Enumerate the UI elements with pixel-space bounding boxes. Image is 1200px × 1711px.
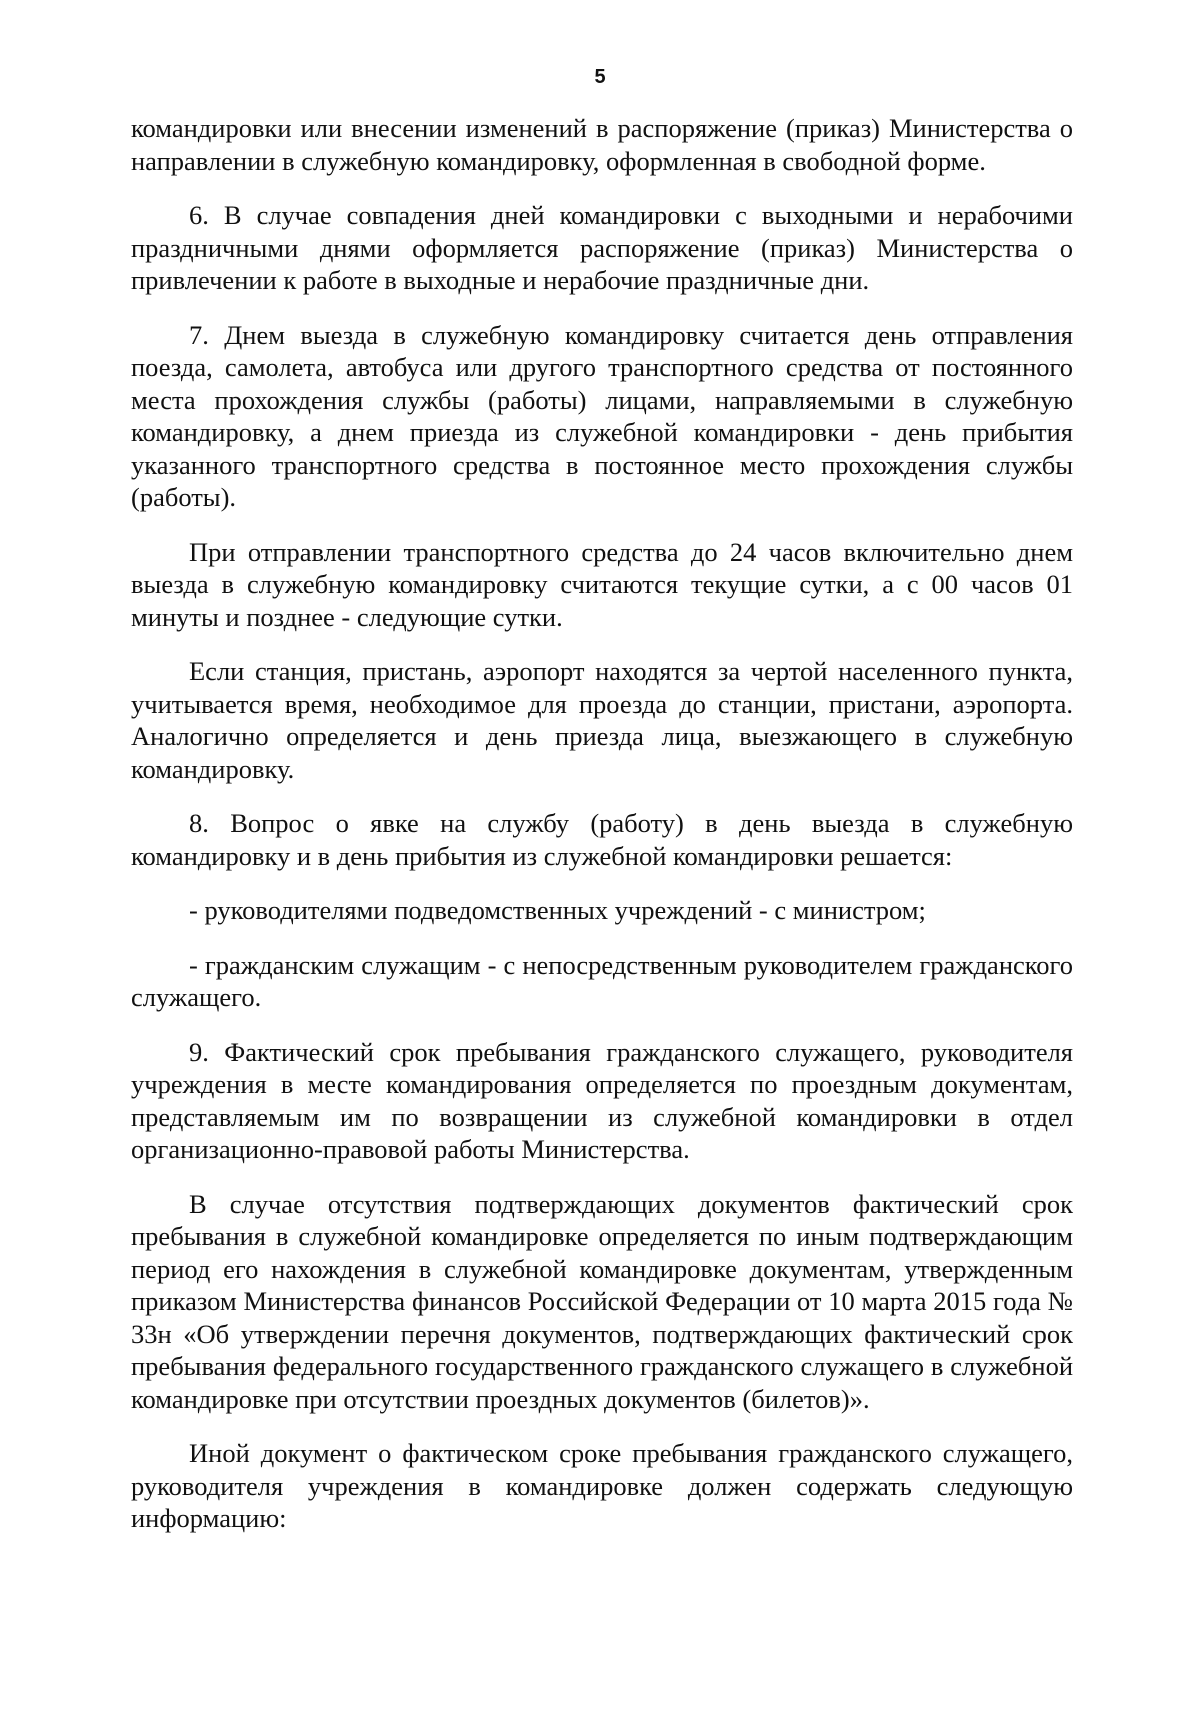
paragraph-item-9: 9. Фактический срок пребывания гражданского служащего, руководителя учреждения в месте командирования определяется по проездным документам, представляемым им по возвращении из служебной командировки в отдел организационно-правовой работы Министерства.	[131, 1036, 1073, 1164]
paragraph-spacer	[131, 1166, 1073, 1188]
paragraph-list-servants: - гражданским служащим - с непосредственным руководителем гражданского служащего.	[131, 949, 1073, 1012]
paragraph-spacer	[131, 1415, 1073, 1437]
paragraph-spacer	[131, 177, 1073, 199]
paragraph-item-8: 8. Вопрос о явке на службу (работу) в день выезда в служебную командировку и в день прибытия из служебной командировки решается:	[131, 808, 1073, 871]
paragraph-continuation: командировки или внесении изменений в распоряжение (приказ) Министерства о направлении в служебную командировку, оформленная в свободной форме.	[131, 113, 1073, 176]
paragraph-departure-time: При отправлении транспортного средства до 24 часов включительно днем выезда в служебную командировку считаются текущие сутки, а с 00 часов 01 минуты и позднее - следующие сутки.	[131, 536, 1073, 632]
paragraph-item-6: 6. В случае совпадения дней командировки с выходными и нерабочими праздничными днями оформляется распоряжение (приказ) Министерства о привлечении к работе в выходные и нерабочие праздничные дни.	[131, 200, 1073, 295]
page-number: 5	[594, 66, 606, 88]
paragraph-list-heads: - руководителями подведомственных учреждений - с министром;	[189, 895, 926, 925]
paragraph-other-document: Иной документ о фактическом сроке пребывания гражданского служащего, руководителя учреждения в командировке должен содержать следующую информацию:	[131, 1438, 1073, 1533]
paragraph-spacer	[131, 785, 1073, 807]
paragraph-station-outside: Если станция, пристань, аэропорт находятся за чертой населенного пункта, учитывается время, необходимое для проезда до станции, пристани, аэропорта. Аналогично определяется и день приезда лица, выезжающего в служебную командировку.	[131, 656, 1073, 784]
paragraph-spacer	[131, 633, 1073, 655]
paragraph-item-7: 7. Днем выезда в служебную командировку считается день отправления поезда, самолета, автобуса или другого транспортного средства от постоянного места прохождения службы (работы) лицами, направляемыми в служебную командировку, а днем приезда из служебной командировки - день прибытия указанного транспортного средства в постоянное место прохождения службы (работы).	[131, 319, 1073, 512]
paragraph-spacer	[131, 297, 1073, 319]
document-body	[131, 112, 1073, 1535]
paragraph-spacer	[131, 927, 1073, 949]
paragraph-spacer	[131, 1014, 1073, 1036]
paragraph-spacer	[131, 872, 1073, 894]
paragraph-no-documents: В случае отсутствия подтверждающих документов фактический срок пребывания в служебной командировке определяется по иным подтверждающим период его нахождения в служебной командировке документам, утвержденным приказом Министерства финансов Российской Федерации от 10 марта 2015 года № 33н «Об утверждении перечня документов, подтверждающих фактический срок пребывания федерального государственного гражданского служащего в служебной командировке при отсутствии проездных документов (билетов)».	[131, 1188, 1073, 1414]
paragraph-spacer	[131, 514, 1073, 536]
